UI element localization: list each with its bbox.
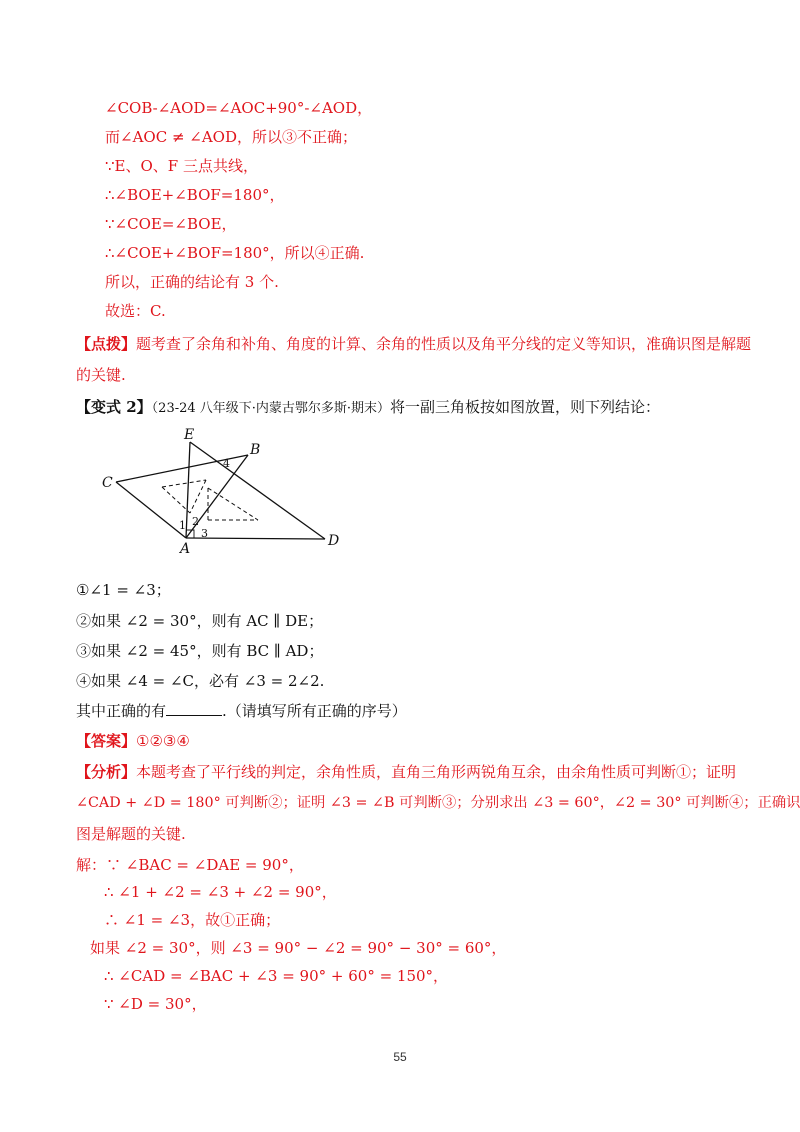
continuation-line-2: 而∠AOC ≠ ∠AOD，所以③不正确； [105,128,358,146]
continuation-line-5: ∵∠COE=∠BOE， [105,215,237,233]
tip-line-1 [76,334,751,354]
label-c: C [102,475,113,491]
option-3: ③如果 ∠2 = 45°，则有 BC ∥ AD； [76,642,324,660]
dashed-inner-1 [162,480,206,487]
label-angle-2: 2 [192,515,199,528]
analysis-line-3: 图是解题的关键. [76,825,186,843]
tip-line-2: 的关键. [76,366,126,384]
option-2: ②如果 ∠2 = 30°，则有 AC ∥ DE； [76,612,324,630]
dashed-inner-3 [190,480,206,513]
analysis-text-1: 本题考查了平行线的判定，余角性质，直角三角形两锐角互余，由余角性质可判断①；证明 [136,763,737,781]
answer-blank[interactable] [166,701,222,716]
label-b: B [250,442,261,458]
label-d: D [328,533,340,549]
analysis-line-2: ∠CAD + ∠D = 180° 可判断②；证明 ∠3 = ∠B 可判断③；分别求出 ∠3 = 60°，∠2 = 30° 可判断④；正确识 [76,795,800,811]
variant-heading [76,397,660,419]
variant-tag: 【变式 2】 [76,398,152,416]
answer-line [76,731,190,751]
answer-tag: 【答案】 [76,732,137,750]
solution-line-1: 解：∵ ∠BAC = ∠DAE = 90°， [76,856,304,874]
fill-prefix: 其中正确的有 [76,702,167,720]
fill-suffix: .（请填写所有正确的序号） [222,702,407,720]
label-angle-1: 1 [179,519,186,532]
continuation-line-6: ∴∠COE+∠BOF=180°，所以④正确. [105,244,365,262]
continuation-line-1: ∠COB-∠AOD=∠AOC+90°-∠AOD， [105,99,373,117]
page-number: 55 [393,1050,407,1064]
option-1: ①∠1 = ∠3； [76,581,171,599]
continuation-line-3: ∵E、O、F 三点共线， [105,157,258,175]
solution-line-5: ∴ ∠CAD = ∠BAC + ∠3 = 90° + 60° = 150°， [104,967,449,985]
analysis-tag: 【分析】 [76,763,137,781]
variant-source: （23-24 八年级下·内蒙古鄂尔多斯·期末） [151,401,391,416]
tip-text-1: 题考查了余角和补角、角度的计算、余角的性质以及角平分线的定义等知识，准确识图是解题 [136,335,752,353]
tip-tag: 【点拨】 [76,335,137,353]
continuation-line-8: 故选：C. [105,302,166,320]
segment-ea [186,442,190,538]
option-4: ④如果 ∠4 = ∠C，必有 ∠3 = 2∠2. [76,672,325,690]
label-angle-4: 4 [223,457,230,470]
solution-line-3: ∴ ∠1 = ∠3，故①正确； [104,911,281,929]
label-a: A [180,541,191,557]
segment-ca [116,482,186,538]
answer-value: ①②③④ [136,732,190,750]
fill-line [76,701,407,721]
triangle-figure [100,425,360,560]
solution-line-6: ∵ ∠D = 30°， [104,995,207,1013]
analysis-line-1 [76,762,736,782]
continuation-line-7: 所以，正确的结论有 3 个. [105,273,279,291]
continuation-line-4: ∴∠BOE+∠BOF=180°， [105,186,285,204]
label-angle-3: 3 [201,527,208,540]
dashed-inner-2 [162,487,190,513]
solution-line-4: 如果 ∠2 = 30°，则 ∠3 = 90° − ∠2 = 90° − 30° = 60°， [90,939,507,957]
variant-question: 将一副三角板按如图放置，则下列结论： [390,398,661,416]
dashed-inner-6 [208,488,258,520]
solution-line-2: ∴ ∠1 + ∠2 = ∠3 + ∠2 = 90°， [104,883,337,901]
label-e: E [184,427,195,443]
